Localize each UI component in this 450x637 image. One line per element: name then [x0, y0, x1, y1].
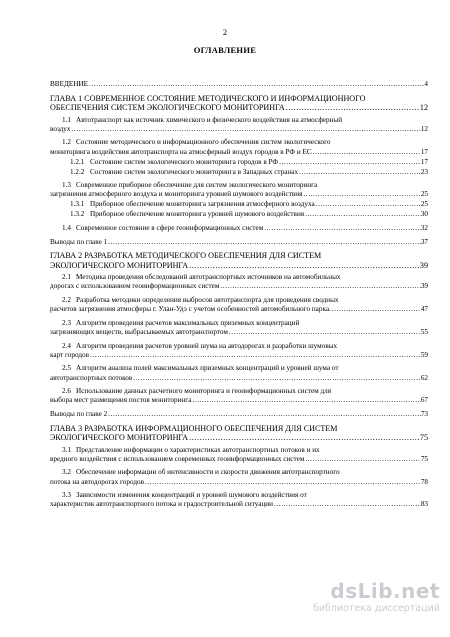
toc-number: 2.4: [62, 341, 71, 350]
toc-section[interactable]: [50, 446, 428, 464]
toc-text: потока на автодорогах городов: [50, 477, 144, 486]
toc-text: расчетов загрязнения атмосферы г. Улан-Удэ с учетом особенностей автомобильного парка.: [50, 305, 331, 314]
toc-section[interactable]: [50, 224, 428, 233]
toc-text: Алгоритм проведения расчетов уровней шума на автодорогах и разработки шумовых: [76, 341, 338, 350]
toc-text: ГЛАВА 1 СОВРЕМЕННОЕ СОСТОЯНИЕ МЕТОДИЧЕСКОГО И ИНФОРМАЦИОННОГО: [50, 93, 366, 103]
toc-section[interactable]: [50, 364, 428, 382]
toc-number: 2.1: [62, 273, 71, 282]
toc-text: воздух: [50, 124, 71, 133]
toc-page-number: 75: [419, 432, 428, 442]
toc-section[interactable]: [50, 342, 428, 360]
toc-leader-dots: [228, 328, 421, 337]
toc-leader-dots: [278, 158, 421, 167]
toc-text: загрязняющих веществ, выбрасываемых автотранспортом: [50, 327, 228, 336]
toc-leader-dots: [71, 125, 421, 134]
toc-text: Методика проведения обследований автотранспортных источников на автомобильных: [76, 273, 341, 282]
toc-section[interactable]: [50, 468, 428, 486]
toc-leader-dots: [304, 210, 421, 219]
toc-leader-dots: [219, 282, 420, 291]
toc-title: ОГЛАВЛЕНИЕ: [193, 45, 257, 55]
toc-text: Современное приборное обеспечение для систем экологического мониторинга: [76, 181, 318, 190]
toc-page-number: 67: [420, 396, 428, 405]
toc-text: дорогах с использованием геоинформационных систем: [50, 282, 220, 291]
toc-text: ВВЕДЕНИЕ: [50, 80, 89, 88]
toc-leader-dots: [312, 148, 421, 157]
toc-leader-dots: [302, 190, 420, 199]
toc-page-number: 23: [420, 167, 428, 176]
toc-number: 2.3: [62, 318, 71, 327]
toc-page-number: 17: [420, 147, 428, 156]
toc-section[interactable]: [50, 273, 428, 291]
toc-leader-dots: [263, 224, 421, 233]
toc-leader-dots: [315, 200, 421, 209]
toc-leader-dots: [132, 374, 421, 383]
toc-page-number: 12: [420, 124, 428, 133]
toc-leader-dots: [89, 351, 421, 360]
toc-text: Состояние методического и информационного обеспечения систем экологического: [76, 138, 331, 147]
toc-page-number: 39: [419, 260, 428, 270]
toc-text: Разработка методики определения выбросов автотранспорта для проведения сводных: [76, 295, 339, 304]
toc-page-number: 59: [420, 350, 428, 359]
toc-entry[interactable]: [50, 238, 428, 247]
toc-number: 1.2.1: [70, 157, 85, 166]
toc-number: 3.2: [62, 468, 71, 477]
toc-text: характеристик автотранспортного потока и градостроительной ситуации: [50, 500, 273, 509]
toc-text: вредного воздействия с использованием современных геоинформационных систем: [50, 454, 305, 463]
toc-leader-dots: [285, 103, 420, 112]
toc-text: Алгоритм проведения расчетов максимальных приземных концентраций: [76, 318, 300, 327]
toc-chapter[interactable]: [50, 94, 428, 113]
toc-page-number: 78: [420, 477, 428, 486]
toc-leader-dots: [273, 500, 421, 509]
toc-section[interactable]: [50, 116, 428, 134]
toc-chapter[interactable]: [50, 424, 428, 443]
toc-page-number: 25: [420, 190, 428, 199]
toc-page-number: 37: [420, 237, 428, 246]
toc-page-number: 30: [420, 210, 428, 219]
toc-entry[interactable]: [50, 80, 428, 89]
toc-number: 1.2: [62, 138, 71, 147]
toc-page-number: 73: [420, 409, 428, 418]
toc-subsection[interactable]: [50, 168, 428, 177]
watermark: [300, 579, 440, 619]
toc-text: ЭКОЛОГИЧЕСКОГО МОНИТОРИНГА: [50, 260, 189, 270]
toc-number: 2.6: [62, 387, 71, 396]
toc-text: Приборное обеспечение мониторинга уровней шумового воздействия: [90, 210, 305, 219]
toc-text: ГЛАВА 2 РАЗРАБОТКА МЕТОДИЧЕСКОГО ОБЕСПЕЧЕНИЯ ДЛЯ СИСТЕМ: [50, 251, 322, 261]
toc-text: выбора мест размещения постов мониторинга: [50, 396, 192, 405]
watermark-logo: dsLib.net: [330, 579, 440, 603]
toc-leader-dots: [144, 478, 421, 487]
toc-page-number: 83: [420, 500, 428, 509]
toc-page-number: 25: [420, 200, 428, 209]
toc-text: Представление информации о характеристиках автотранспортных потоков и их: [76, 445, 320, 454]
toc-number: 3.1: [62, 445, 71, 454]
toc-page-number: 17: [420, 157, 428, 166]
toc-number: 2.5: [62, 364, 71, 373]
toc-leader-dots: [331, 305, 421, 314]
toc-text: Выводы по главе 2: [50, 409, 108, 418]
toc-leader-dots: [107, 238, 421, 247]
toc-section[interactable]: [50, 181, 428, 199]
toc-page-number: 75: [420, 454, 428, 463]
toc-leader-dots: [188, 261, 420, 270]
toc-text: Состояние систем экологического мониторинга в Западных странах: [90, 167, 299, 176]
toc-text: Обеспечение информации об интенсивности и скорости движения автотранспортного: [76, 468, 340, 477]
toc-leader-dots: [304, 455, 420, 464]
toc-text: автотранспортных потоков: [50, 373, 133, 382]
toc-text: ЭКОЛОГИЧЕСКОГО МОНИТОРИНГА: [50, 432, 189, 442]
toc-section[interactable]: [50, 138, 428, 156]
toc-section[interactable]: [50, 387, 428, 405]
toc-page-number: 39: [420, 282, 428, 291]
toc-text: Выводы по главе 1: [50, 237, 108, 246]
toc-number: 3.3: [62, 491, 71, 500]
toc-number: 1.3: [62, 181, 71, 190]
toc-leader-dots: [188, 433, 420, 442]
toc-text: Алгоритм анализа полей максимальных приземных концентраций и уровней шума от: [76, 364, 339, 373]
toc-text: Приборное обеспечение мониторинга загрязнения атмосферного воздуха: [90, 200, 315, 209]
toc-page-number: 4: [424, 80, 428, 88]
toc-page-number: 55: [420, 327, 428, 336]
toc-number: 1.3.2: [70, 210, 85, 219]
toc-number: 1.3.1: [70, 200, 85, 209]
toc-subsection[interactable]: [50, 200, 428, 209]
toc-leader-dots: [298, 168, 421, 177]
toc-page-number: 47: [420, 305, 428, 314]
toc-chapter[interactable]: [50, 251, 428, 270]
toc-section[interactable]: [50, 491, 428, 509]
page-number: 2: [222, 27, 228, 37]
toc-leader-dots: [107, 410, 421, 419]
toc-text: ОБЕСПЕЧЕНИЯ СИСТЕМ ЭКОЛОГИЧЕСКОГО МОНИТОРИНГА: [50, 103, 285, 112]
watermark-subtitle: библиотека диссертаций: [312, 603, 440, 614]
toc-leader-dots: [88, 80, 424, 89]
toc-subsection[interactable]: [50, 158, 428, 167]
toc-leader-dots: [191, 396, 420, 405]
toc-number: 2.2: [62, 295, 71, 304]
toc-subsection[interactable]: [50, 210, 428, 219]
toc-text: Автотранспорт как источник химического и физического воздействия на атмосферный: [76, 115, 343, 124]
toc-text: ГЛАВА 3 РАЗРАБОТКА ИНФОРМАЦИОННОГО ОБЕСПЕЧЕНИЯ ДЛЯ СИСТЕМ: [50, 423, 338, 433]
toc-text: Состояние систем экологического мониторинга городов в РФ: [90, 157, 279, 166]
toc-page-number: 62: [420, 373, 428, 382]
toc-text: загрязнения атмосферного воздуха и мониторинга уровней шумового воздействия: [50, 190, 303, 199]
toc-section[interactable]: [50, 319, 428, 337]
toc-page-number: 32: [420, 223, 428, 232]
toc-page-number: 12: [419, 103, 428, 112]
toc-text: Зависимости изменения концентраций и уровней шумового воздействия от: [76, 491, 307, 500]
toc-number: 1.4: [62, 223, 71, 232]
toc-number: 1.1: [62, 115, 71, 124]
toc-text: карт городов: [50, 350, 89, 359]
toc-number: 1.2.2: [70, 167, 85, 176]
toc-section[interactable]: [50, 296, 428, 314]
toc-text: мониторинга воздействия автотранспорта на атмосферный воздух городов в РФ и ЕС: [50, 147, 312, 156]
toc-entry[interactable]: [50, 410, 428, 419]
toc-text: Современное состояние в сфере геоинформационных систем: [76, 223, 264, 232]
toc-text: Использование данных расчетного мониторинга и геоинформационных систем для: [76, 387, 332, 396]
table-of-contents: [50, 80, 428, 514]
